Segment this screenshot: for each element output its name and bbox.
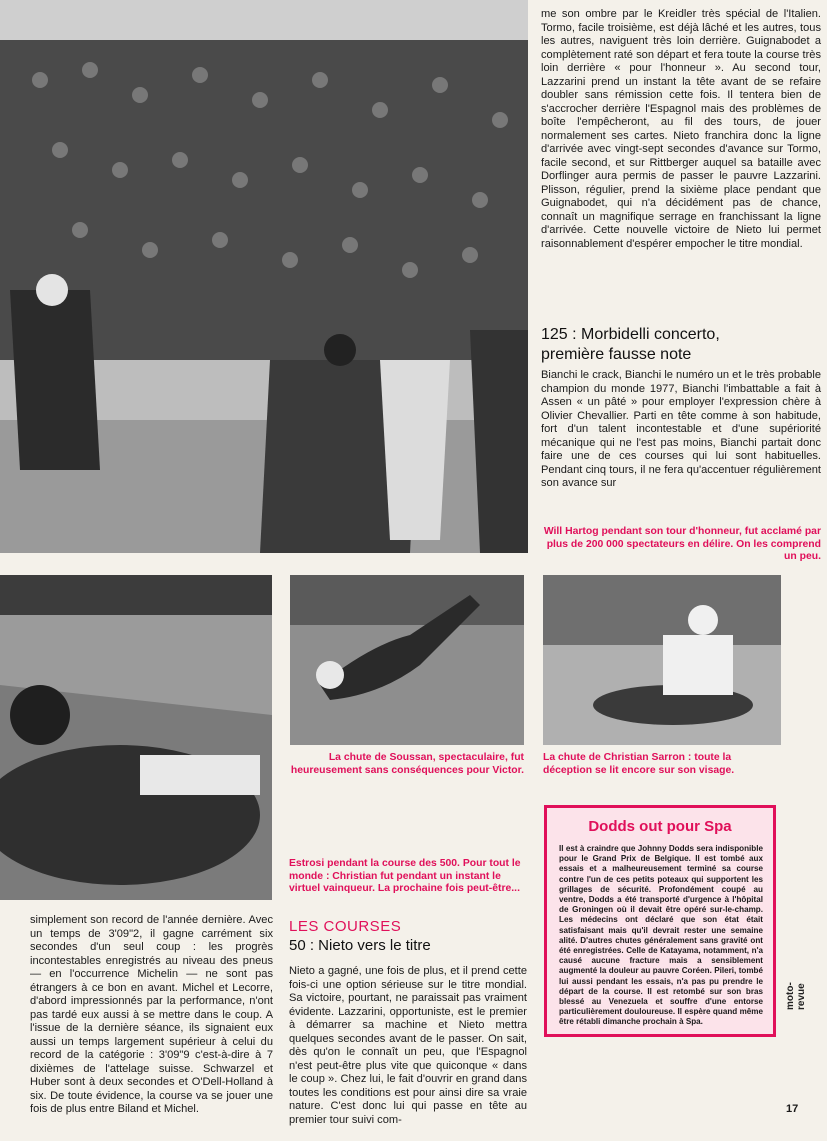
dodds-box-text: Il est à craindre que Johnny Dodds sera indisponible pour le Grand Prix de Belgique. Il est tombé aux essais et a malheureusement terminé sa course contre l'un de ces petits poteaux qui supportent les grillages de sécurité. Profondément coupé au ventre, Dodds a été transporté d'urgence à l'hôpital de Groningen où il devait être opéré sur-le-champ. Les médecins ont déclaré que son état était satisfaisant mais qu'il devrait rester une semaine alité. D'autres chutes généralement sans gravité ont été enregistrées. Celle de Katayama, notamment, n'a causé aucune fracture mais a sensiblement augmenté la douleur au pauvre Coréen. Pileri, tombé lui aussi pendant les essais, n'a pas pu prendre le départ de la course. Il est retombé sur son bras blessé au Venezuela et souffre d'une entorse particulièrement douloureuse. Il espère quand même être rétabli dimanche prochain à Spa. <box>559 844 763 1027</box>
right-column-paragraph: me son ombre par le Kreidler très spécial de l'Italien. Tormo, facile troisième, est déjà lâché et les autres, tous les autres, naviguent très loin derrière. Guignabodet a complètement raté son départ et fera toute la course très loin derrière « pour l'honneur ». Au second tour, Lazzarini prend un instant la tête avant de se refaire doubler sans rémission cette fois. Il tentera bien de s'accrocher derrière l'Espagnol mais des problèmes de boîte l'empêcheront, au fil des tours, de jouer normalement ses cartes. Nieto franchira donc la ligne d'arrivée avec vingt-sept secondes d'avance sur Tormo, facile second, et sur Rittberger auquel sa bataille avec Dorflinger aura permis de passer le pauvre Lazzarini. Plisson, régulier, prend la sixième place pendant que Guignabodet, qui n'a décidément pas de chance, connaît un magnifique serrage en franchissant la ligne d'arrivée. Cette nouvelle victoire de Nieto lui permet raisonnablement d'espérer empocher le titre mondial. <box>541 8 821 250</box>
section-125-heading <box>541 325 821 365</box>
section-125-title-line1: 125 : Morbidelli concerto, <box>541 326 720 343</box>
courses-text <box>289 965 527 1127</box>
right-column-text <box>541 8 821 251</box>
sarron-caption: La chute de Christian Sarron : toute la déception se lit encore sur son visage. <box>543 752 735 776</box>
left-column-paragraph: simplement son record de l'année dernière. Avec un temps de 3'09"2, il gagne carrément six secondes d'un seul coup : les progrès incontestables enregistrés au niveau des pneus — en l'occurrence Michelin — ne sont pas étrangers à ce bon en avant. Michel et Lecorre, d'abord impressionnés par la performance, n'ont pas tardé eux aussi à se mettre dans le coup. A l'issue de la dernière séance, ils signaient eux aussi un temps largement supérieur à celui du record de la catégorie : 3'09"9 c'est-à-dire à 7 dixièmes de l'attelage suisse. Schwarzel et Huber sont à deux secondes et O'Dell-Holland à six. De toute évidence, la course va se jouer une fois de plus entre Biland et Michel. <box>30 914 273 1115</box>
estrosi-photo <box>0 575 272 900</box>
soussan-photo <box>290 575 524 745</box>
page-number: 17 <box>786 1103 799 1115</box>
crowd-photo <box>0 0 528 553</box>
courses-label: LES COURSES <box>289 918 402 935</box>
section-125-title-line2: première fausse note <box>541 346 692 363</box>
sarron-photo <box>543 575 781 745</box>
left-column-text <box>30 914 273 1117</box>
brand-label: moto-revue <box>785 982 807 1010</box>
hartog-caption: Will Hartog pendant son tour d'honneur, fut acclamé par plus de 200 000 spectateurs en délire. On les comprend un peu. <box>543 526 821 563</box>
estrosi-caption: Estrosi pendant la course des 500. Pour tout le monde : Christian fut pendant un instant le virtuel vainqueur. La prochaine fois peut-être... <box>289 858 521 895</box>
dodds-box-title: Dodds out pour Spa <box>588 818 732 835</box>
courses-title: 50 : Nieto vers le titre <box>289 937 431 954</box>
soussan-caption: La chute de Soussan, spectaculaire, fut heureusement sans conséquences pour Victor. <box>290 752 524 776</box>
courses-paragraph: Nieto a gagné, une fois de plus, et il prend cette fois-ci une option sérieuse sur le titre mondial. Sa victoire, pourtant, ne paraissait pas vraiment évidente. Lazzarini, opportuniste, est le premier à démarrer sa machine et Nieto mettra quelques secondes avant de le passer. On sait, dès qu'on le connaît un peu, que l'Espagnol n'est peut-être plus vite que quiconque « dans le coup ». Chez lui, le fait d'ouvrir en grand dans toutes les conditions est pour ainsi dire sa vraie nature. C'est donc lui qui passe en tête au premier tour suivi com- <box>289 965 527 1126</box>
dodds-box <box>544 805 776 1037</box>
section-125-text <box>541 369 821 491</box>
section-125-paragraph: Bianchi le crack, Bianchi le numéro un et le très probable champion du monde 1977, Bianchi l'imbattable a fait à Assen « un pâté » pour employer l'expression chère à Olivier Chevallier. Parti en tête comme à son habitude, fort d'un talent incontestable et d'une supériorité mécanique qui ne l'est pas moins, Bianchi partait donc faire une de ces courses qui lui sont habituelles. Pendant cinq tours, il ne fera qu'accentuer régulièrement son avance sur <box>541 369 821 489</box>
